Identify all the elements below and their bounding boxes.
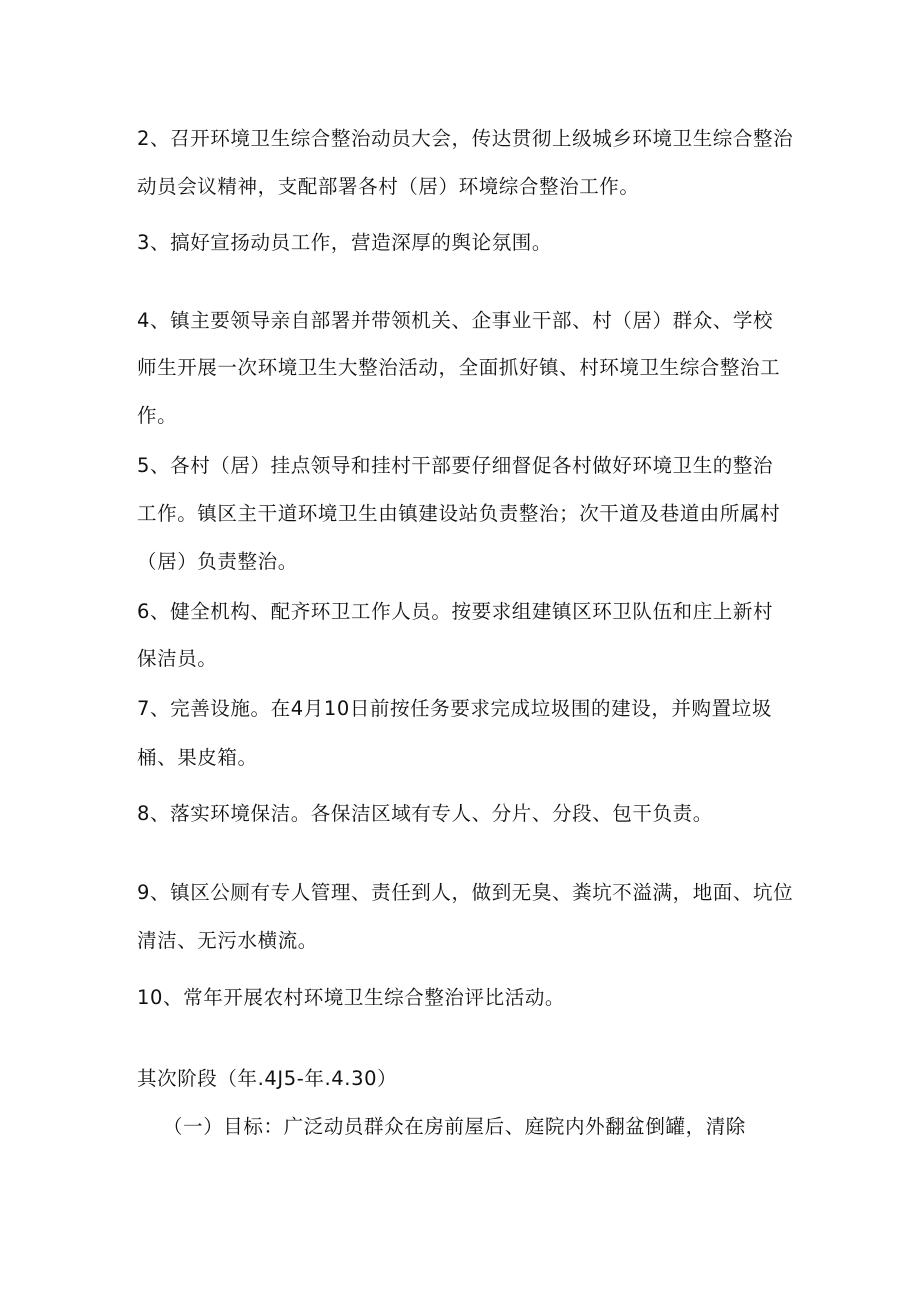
item-5-line-1: 5、各村（居）挂点领导和挂村干部要仔细督促各村做好环境卫生的整治 (137, 454, 774, 477)
item-4-line-1: 4、镇主要领导亲自部署并带领机关、企事业干部、村（居）群众、学校 (137, 309, 774, 332)
item-9-line-1: 9、镇区公厕有专人管理、责任到人，做到无臭、粪坑不溢满，地面、坑位 (137, 881, 794, 904)
item-2-line-1: 2、召开环境卫生综合整治动员大会，传达贯彻上级城乡环境卫生综合整治 (137, 127, 794, 150)
item-10-line-1: 10、常年开展农村环境卫生综合整治评比活动。 (137, 986, 566, 1009)
item-7-line-1: 7、完善设施。在4月10日前按任务要求完成垃圾围的建设，并购置垃圾 (137, 697, 772, 720)
item-9-line-2: 清洁、无污水横流。 (137, 929, 318, 952)
stage-heading: 其次阶段（年.4J5-年.4.30） (137, 1067, 398, 1090)
item-6-line-2: 保洁员。 (137, 647, 218, 670)
item-6-line-1: 6、健全机构、配齐环卫工作人员。按要求组建镇区环卫队伍和庄上新村 (137, 600, 774, 623)
item-2-line-2: 动员会议精神，支配部署各村（居）环境综合整治工作。 (137, 175, 640, 198)
item-3-line-1: 3、搞好宣扬动员工作，营造深厚的舆论氛围。 (137, 231, 553, 254)
item-8-line-1: 8、落实环境保洁。各保洁区域有专人、分片、分段、包干负责。 (137, 802, 713, 825)
goal-line: （一）目标：广泛动员群众在房前屋后、庭院内外翻盆倒罐，清除 (163, 1115, 746, 1138)
item-5-line-2: 工作。镇区主干道环境卫生由镇建设站负责整治；次干道及巷道由所属村 (137, 502, 781, 525)
item-4-line-2: 师生开展一次环境卫生大整治活动，全面抓好镇、村环境卫生综合整治工 (137, 356, 781, 379)
item-5-line-3: （居）负责整治。 (137, 550, 298, 573)
item-4-line-3: 作。 (137, 404, 178, 427)
item-7-line-2: 桶、果皮箱。 (137, 746, 258, 769)
